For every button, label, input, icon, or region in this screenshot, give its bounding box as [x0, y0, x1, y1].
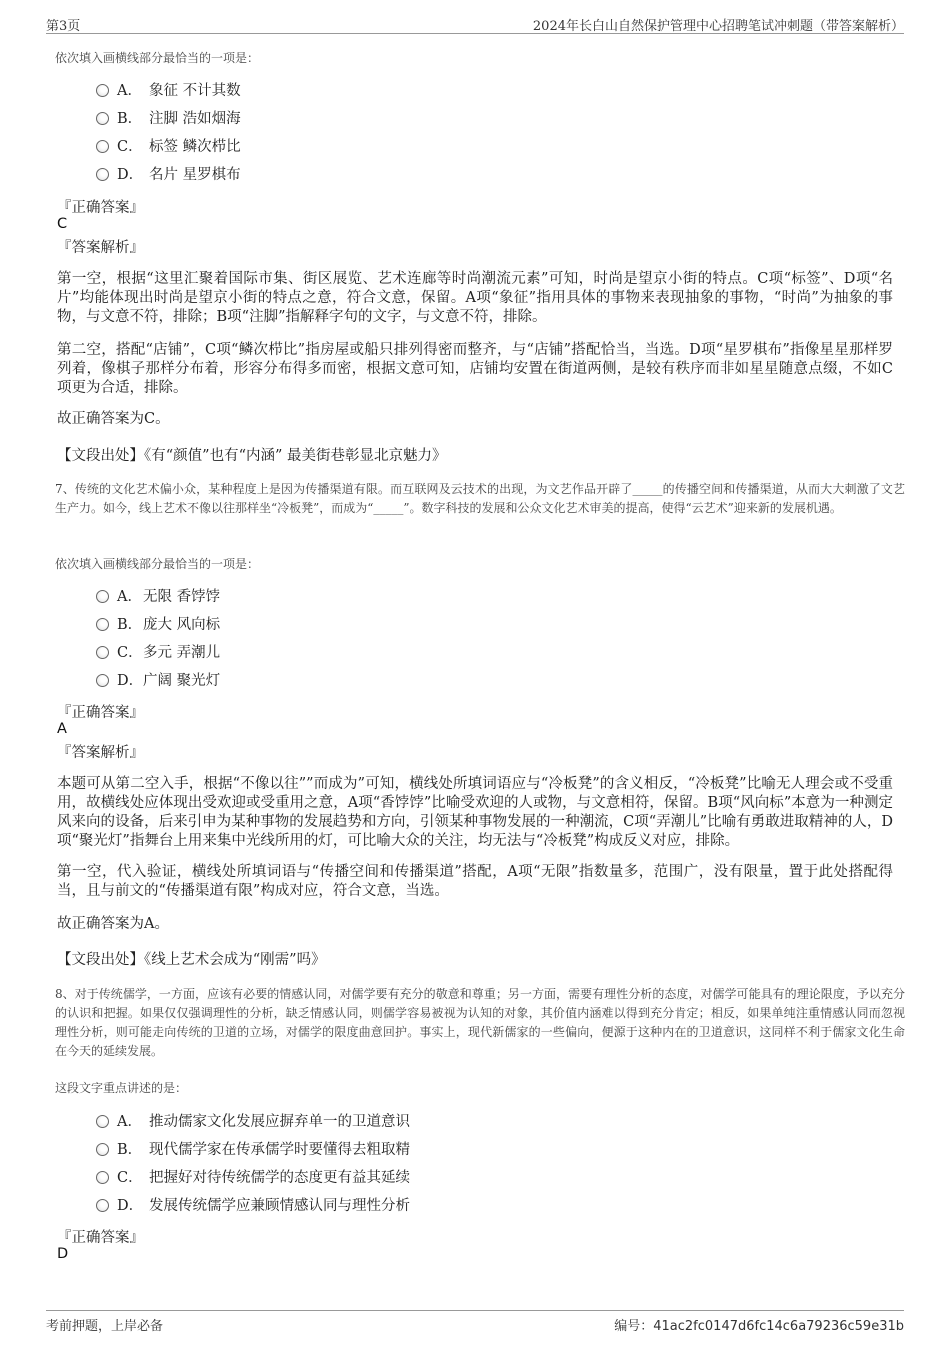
- answer-value: C: [57, 216, 68, 232]
- radio-icon[interactable]: [96, 1171, 109, 1184]
- footer-slogan: 考前押题，上岸必备: [46, 1319, 164, 1334]
- option-a[interactable]: A． 象征 不计其数: [96, 80, 241, 102]
- document-title: 2024年长白山自然保护管理中心招聘笔试冲刺题（带答案解析）: [532, 19, 904, 34]
- explain-conclusion: 故正确答案为A。: [57, 916, 169, 932]
- question-text: 7、传统的文化艺术偏小众，某种程度上是因为传播渠道有限。而互联网及云技术的出现，为文艺作品开辟了_____的传播空间和传播渠道，从而大大刺激了文艺生产力。如今，线上艺术不像以往那样坐“冷板凳”，而成为“_____”。数字科技的发展和公众文化艺术审美的提高，使得“云艺术”迎来新的发展机遇。: [55, 482, 905, 515]
- radio-icon[interactable]: [96, 674, 109, 687]
- explain-paragraph: 第二空，搭配“店铺”，C项“鳞次栉比”指房屋或船只排列得密而整齐，与“店铺”搭配恰当，当选。D项“星罗棋布”指像星星那样罗列着，像棋子那样分布着，形容分布得多而密，根据文意可知，店铺均安置在街道两侧，是较有秩序而非如星星随意点缀，不如C项更为合适，排除。: [57, 342, 893, 396]
- answer-label: 『正确答案』: [57, 200, 144, 216]
- answer-value: D: [57, 1246, 69, 1262]
- explain-paragraph: 本题可从第二空入手，根据“不像以往””而成为”可知，横线处所填词语应与“冷板凳”的含义相反，“冷板凳”比喻无人理会或不受重用，故横线处应体现出受欢迎或受重用之意，A项“香饽饽”比喻受欢迎的人或物，与文意相符，保留。B项“风向标”本意为一种测定风来向的设备，后来引申为某种事物的发展趋势和方向，引领某种事物发展的一种潮流，C项“弄潮儿”比喻有勇敢进取精神的人，D项“聚光灯”指舞台上用来集中光线所用的灯，可比喻大众的关注，均无法与“冷板凳”构成反义对应，排除。: [57, 776, 893, 849]
- explain-paragraph: 第一空，根据“这里汇聚着国际市集、街区展览、艺术连廊等时尚潮流元素”可知，时尚是望京小街的特点。C项“标签”、D项“名片”均能体现出时尚是望京小街的特点之意，符合文意，保留。A项“象征”指用具体的事物来表现抽象的事物，“时尚”为抽象的事物，与文意不符，排除；B项“注脚”指解释字句的文字，与文意不符，排除。: [57, 271, 893, 325]
- explain-paragraph: 第一空，代入验证，横线处所填词语与“传播空间和传播渠道”搭配，A项“无限”指数量多，范围广，没有限量，置于此处搭配得当，且与前文的“传播渠道有限”构成对应，符合文意，当选。: [57, 864, 893, 899]
- answer-label: 『正确答案』: [57, 705, 144, 721]
- question-stem: 依次填入画横线部分最恰当的一项是：: [55, 557, 260, 571]
- radio-icon[interactable]: [96, 112, 109, 125]
- radio-icon[interactable]: [96, 168, 109, 181]
- option-b[interactable]: B．庞大 风向标: [96, 614, 220, 636]
- explain-label: 『答案解析』: [57, 745, 144, 761]
- option-c[interactable]: C．多元 弄潮儿: [96, 642, 220, 664]
- question-stem: 依次填入画横线部分最恰当的一项是：: [55, 51, 260, 65]
- source-citation: 【文段出处】《线上艺术会成为“刚需”吗》: [57, 952, 326, 968]
- option-d[interactable]: D． 发展传统儒学应兼顾情感认同与理性分析: [96, 1195, 410, 1217]
- radio-icon[interactable]: [96, 84, 109, 97]
- option-b[interactable]: B． 注脚 浩如烟海: [96, 108, 241, 130]
- option-a[interactable]: A． 推动儒家文化发展应摒弃单一的卫道意识: [96, 1111, 410, 1133]
- option-d[interactable]: D．广阔 聚光灯: [96, 670, 220, 692]
- radio-icon[interactable]: [96, 140, 109, 153]
- answer-value: A: [57, 721, 67, 737]
- radio-icon[interactable]: [96, 1143, 109, 1156]
- option-d[interactable]: D． 名片 星罗棋布: [96, 164, 241, 186]
- radio-icon[interactable]: [96, 1199, 109, 1212]
- option-c[interactable]: C． 标签 鳞次栉比: [96, 136, 241, 158]
- answer-label: 『正确答案』: [57, 1230, 144, 1246]
- source-citation: 【文段出处】《有“颜值”也有“内涵” 最美街巷彰显北京魅力》: [57, 448, 447, 464]
- radio-icon[interactable]: [96, 590, 109, 603]
- page-number: 第3页: [46, 19, 81, 34]
- option-c[interactable]: C． 把握好对待传统儒学的态度更有益其延续: [96, 1167, 410, 1189]
- radio-icon[interactable]: [96, 618, 109, 631]
- page-footer: [46, 1310, 904, 1333]
- question-stem: 这段文字重点讲述的是：: [55, 1081, 188, 1095]
- page-header: [46, 13, 904, 34]
- option-a[interactable]: A．无限 香饽饽: [96, 586, 220, 608]
- radio-icon[interactable]: [96, 1115, 109, 1128]
- explain-conclusion: 故正确答案为C。: [57, 411, 170, 427]
- document-code: 编号：41ac2fc0147d6fc14c6a79236c59e31b: [614, 1319, 904, 1334]
- question-text: 8、对于传统儒学，一方面，应该有必要的情感认同，对儒学要有充分的敬意和尊重；另一方面，需要有理性分析的态度，对儒学可能具有的理论限度，予以充分的认识和把握。如果仅仅强调理性的分析，缺乏情感认同，则儒学容易被视为认知的对象，其价值内涵难以得到充分肯定；相反，如果单纯注重情感认同而忽视理性分析，则可能走向传统的卫道的立场，对儒学的限度曲意回护。事实上，现代新儒家的一些偏向，便源于这种内在的卫道意识，这同样不利于儒家文化生命在今天的延续发展。: [55, 987, 905, 1058]
- radio-icon[interactable]: [96, 646, 109, 659]
- explain-label: 『答案解析』: [57, 240, 144, 256]
- option-b[interactable]: B． 现代儒学家在传承儒学时要懂得去粗取精: [96, 1139, 410, 1161]
